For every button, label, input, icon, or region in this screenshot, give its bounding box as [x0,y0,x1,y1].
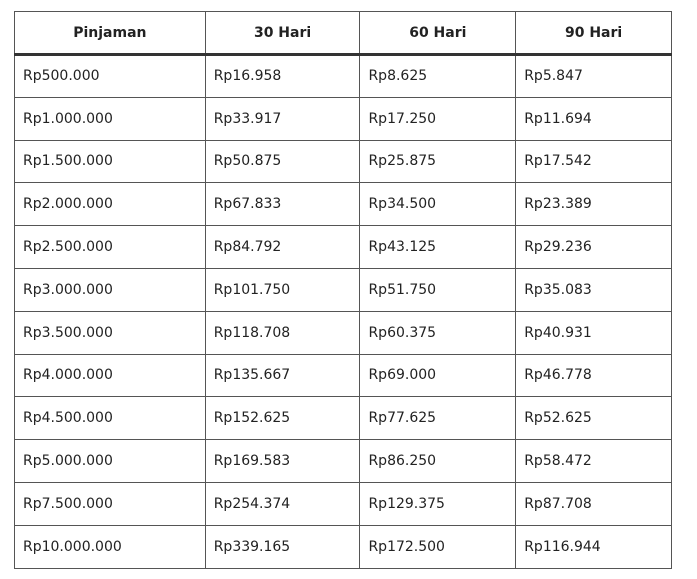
cell-30-days: Rp84.792 [205,226,360,269]
header-30-hari: 30 Hari [205,12,360,55]
loan-table-container [14,11,672,569]
cell-90-days: Rp116.944 [516,525,672,568]
header-90-hari: 90 Hari [516,12,672,55]
table-row [15,440,672,483]
cell-loan-amount: Rp5.000.000 [15,440,206,483]
cell-30-days: Rp50.875 [205,140,360,183]
cell-30-days: Rp16.958 [205,55,360,98]
cell-loan-amount: Rp3.500.000 [15,311,206,354]
cell-loan-amount: Rp10.000.000 [15,525,206,568]
cell-30-days: Rp67.833 [205,183,360,226]
cell-60-days: Rp34.500 [360,183,516,226]
cell-60-days: Rp77.625 [360,397,516,440]
cell-60-days: Rp43.125 [360,226,516,269]
table-row [15,482,672,525]
table-row [15,140,672,183]
cell-loan-amount: Rp3.000.000 [15,268,206,311]
cell-90-days: Rp40.931 [516,311,672,354]
cell-loan-amount: Rp2.000.000 [15,183,206,226]
table-row [15,97,672,140]
table-row [15,311,672,354]
cell-90-days: Rp11.694 [516,97,672,140]
table-row [15,268,672,311]
cell-60-days: Rp60.375 [360,311,516,354]
cell-30-days: Rp339.165 [205,525,360,568]
cell-60-days: Rp51.750 [360,268,516,311]
header-60-hari: 60 Hari [360,12,516,55]
table-row [15,226,672,269]
cell-60-days: Rp8.625 [360,55,516,98]
cell-60-days: Rp17.250 [360,97,516,140]
cell-90-days: Rp5.847 [516,55,672,98]
cell-loan-amount: Rp1.000.000 [15,97,206,140]
cell-60-days: Rp172.500 [360,525,516,568]
cell-90-days: Rp17.542 [516,140,672,183]
table-body [15,55,672,569]
cell-loan-amount: Rp2.500.000 [15,226,206,269]
cell-90-days: Rp58.472 [516,440,672,483]
cell-60-days: Rp25.875 [360,140,516,183]
cell-60-days: Rp129.375 [360,482,516,525]
cell-90-days: Rp46.778 [516,354,672,397]
header-pinjaman: Pinjaman [15,12,206,55]
cell-90-days: Rp87.708 [516,482,672,525]
cell-30-days: Rp152.625 [205,397,360,440]
cell-90-days: Rp29.236 [516,226,672,269]
cell-30-days: Rp101.750 [205,268,360,311]
table-row [15,525,672,568]
cell-30-days: Rp254.374 [205,482,360,525]
cell-loan-amount: Rp7.500.000 [15,482,206,525]
cell-30-days: Rp169.583 [205,440,360,483]
cell-90-days: Rp23.389 [516,183,672,226]
loan-installment-table [14,11,672,569]
cell-loan-amount: Rp1.500.000 [15,140,206,183]
cell-30-days: Rp33.917 [205,97,360,140]
cell-60-days: Rp69.000 [360,354,516,397]
cell-90-days: Rp35.083 [516,268,672,311]
cell-loan-amount: Rp500.000 [15,55,206,98]
cell-loan-amount: Rp4.500.000 [15,397,206,440]
table-row [15,55,672,98]
cell-60-days: Rp86.250 [360,440,516,483]
table-row [15,183,672,226]
cell-90-days: Rp52.625 [516,397,672,440]
table-header-row [15,12,672,55]
cell-30-days: Rp118.708 [205,311,360,354]
cell-30-days: Rp135.667 [205,354,360,397]
table-row [15,397,672,440]
table-row [15,354,672,397]
cell-loan-amount: Rp4.000.000 [15,354,206,397]
